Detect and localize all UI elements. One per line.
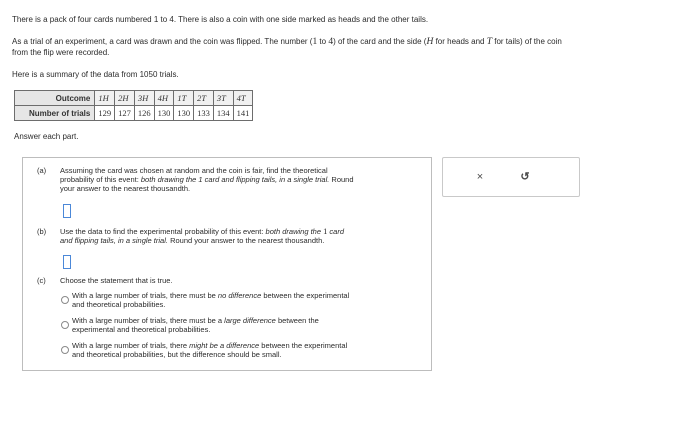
- problem-statement-line-4: Here is a summary of the data from 1050 trials.: [12, 70, 179, 79]
- close-icon[interactable]: ×: [476, 171, 484, 183]
- part-b-question: Use the data to find the experimental probability of this event: both drawing the 1 card and flipping tails, in a single trial. Round your answer to the nearest thousandth.: [60, 226, 345, 245]
- answer-tools-panel: [442, 157, 580, 197]
- part-a-answer-input[interactable]: [63, 204, 71, 218]
- problem-statement-line-3: from the flip were recorded.: [12, 48, 110, 57]
- part-a-label: (a): [37, 166, 47, 175]
- answer-each-part: Answer each part.: [14, 132, 79, 141]
- part-c-prompt: Choose the statement that is true.: [60, 276, 173, 285]
- outcome-row: [15, 91, 253, 106]
- option-1-label[interactable]: With a large number of trials, there must be no difference between the experimental and theoretical probabilities.: [72, 291, 350, 309]
- outcome-cell: 2H: [115, 91, 135, 106]
- problem-statement-line-2: As a trial of an experiment, a card was drawn and the coin was flipped. The number (1 to 4) of the card and the side (H for heads and T for tails) of the coin: [12, 37, 562, 47]
- outcome-cell: 1T: [174, 91, 194, 106]
- option-1-radio[interactable]: [61, 296, 69, 304]
- undo-icon[interactable]: ↺: [520, 171, 530, 183]
- trials-cell: 126: [134, 106, 154, 121]
- outcome-cell: 3T: [213, 91, 233, 106]
- part-a-question: Assuming the card was chosen at random and the coin is fair, find the theoretical probability of this event: both drawing the 1 card and flipping tails, in a single trial. Round your answer to the nearest thousandth.: [60, 166, 354, 193]
- part-c-label: (c): [37, 276, 46, 285]
- trials-cell: 134: [213, 106, 233, 121]
- outcome-cell: 4H: [154, 91, 174, 106]
- problem-statement-line-1: There is a pack of four cards numbered 1 to 4. There is also a coin with one side marked as heads and the other tails.: [12, 15, 429, 24]
- outcome-cell: 2T: [194, 91, 214, 106]
- option-3-label[interactable]: With a large number of trials, there might be a difference between the experimental and theoretical probabilities, but the difference should be small.: [72, 341, 348, 359]
- part-b-answer-input[interactable]: [63, 255, 71, 269]
- trials-cell: 130: [154, 106, 174, 121]
- part-b-label: (b): [37, 227, 47, 236]
- trials-cell: 141: [233, 106, 253, 121]
- outcome-cell: 4T: [233, 91, 253, 106]
- trials-cell: 129: [95, 106, 115, 121]
- trials-cell: 133: [194, 106, 214, 121]
- option-3-radio[interactable]: [61, 346, 69, 354]
- trials-row-header: Number of trials: [15, 106, 95, 121]
- option-2-label[interactable]: With a large number of trials, there must be a large difference between the experimental and theoretical probabilities.: [72, 316, 319, 334]
- question-panel: [22, 157, 432, 371]
- part-b: [23, 227, 431, 277]
- outcome-cell: 1H: [95, 91, 115, 106]
- part-a: [23, 166, 431, 226]
- option-2-radio[interactable]: [61, 321, 69, 329]
- outcome-row-header: Outcome: [15, 91, 95, 106]
- trials-cell: 127: [115, 106, 135, 121]
- trials-cell: 130: [174, 106, 194, 121]
- part-c: [23, 276, 431, 368]
- outcome-cell: 3H: [134, 91, 154, 106]
- trials-row: [15, 106, 253, 121]
- trial-summary-table: [14, 90, 253, 121]
